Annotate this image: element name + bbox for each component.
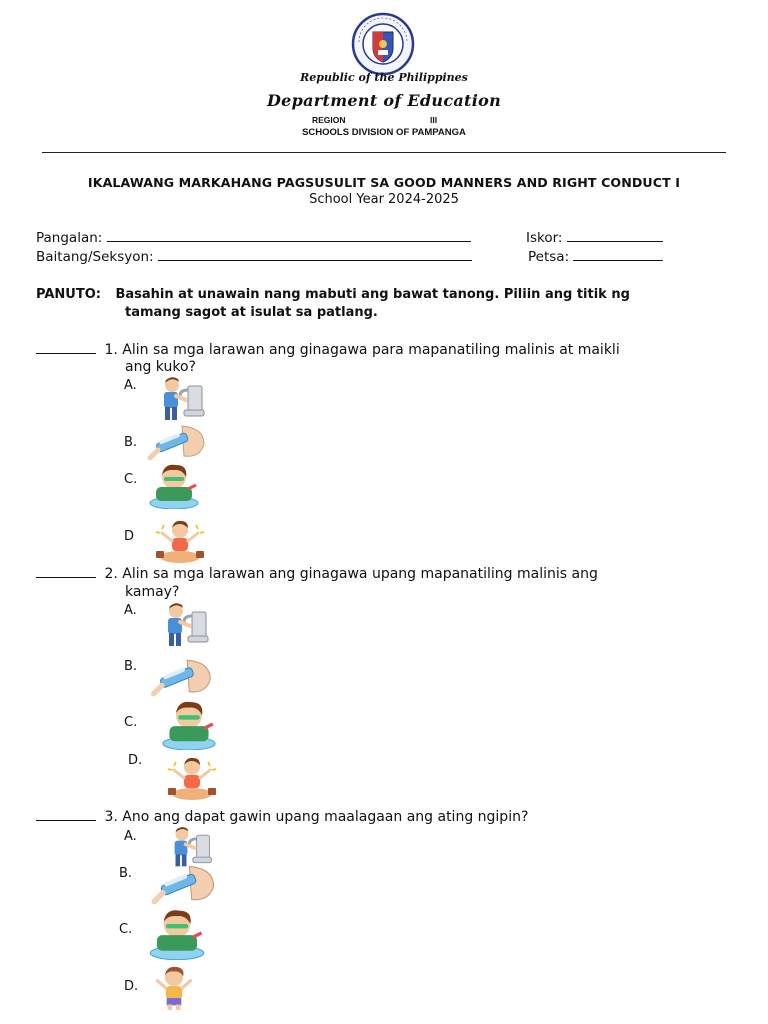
republic-heading: Republic of the Philippines (300, 71, 468, 84)
q2-option-b-letter: B. (124, 659, 138, 674)
q2-option-c-letter: C. (124, 715, 138, 730)
name-label: Pangalan: (36, 230, 103, 246)
division-heading: SCHOOLS DIVISION OF PAMPANGA (302, 127, 466, 138)
question-2-text: Alin sa mga larawan ang ginagawa upang mapanatiling malinis ang (122, 566, 598, 582)
answer-blank-3[interactable] (36, 809, 96, 821)
q1-option-a-letter: A. (124, 378, 137, 393)
q3-option-a-letter: A. (124, 829, 137, 844)
score-line[interactable] (567, 230, 663, 242)
question-2 (36, 566, 598, 582)
section-field[interactable] (36, 249, 472, 265)
seal-text (0, 0, 1, 1)
instructions (36, 287, 630, 302)
answer-blank-1[interactable] (36, 342, 96, 354)
region-number: III (430, 115, 438, 125)
deped-seal-icon (345, 12, 421, 76)
q3-option-b-letter: B. (119, 866, 133, 881)
instructions-line1: Basahin at unawain nang mabuti ang bawat tanong. Piliin ang titik ng (115, 287, 630, 302)
name-line[interactable] (107, 230, 471, 242)
date-line[interactable] (573, 249, 663, 261)
date-label: Petsa: (528, 249, 570, 265)
question-3-text: Ano ang dapat gawin upang maalagaan ang ating ngipin? (122, 809, 529, 825)
q3-option-d-boy-waving-image[interactable] (152, 962, 196, 1014)
q3-option-c-letter: C. (119, 922, 133, 937)
q1-option-d-child-sitting-image[interactable] (152, 519, 208, 563)
q1-option-b-letter: B. (124, 435, 138, 450)
q1-option-a-washing-hands-image[interactable] (158, 376, 208, 424)
section-label: Baitang/Seksyon: (36, 249, 154, 265)
q1-option-b-nail-clipper-image[interactable] (146, 422, 210, 462)
name-field[interactable] (36, 230, 471, 246)
q3-option-d-letter: D. (124, 979, 139, 994)
q3-option-c-brushing-teeth-image[interactable] (148, 908, 206, 960)
question-1-number: 1. (104, 342, 118, 358)
q2-option-c-brushing-teeth-image[interactable] (160, 700, 218, 750)
date-field[interactable] (528, 249, 663, 265)
score-field[interactable] (526, 230, 663, 246)
header-divider (42, 152, 726, 153)
section-line[interactable] (158, 249, 472, 261)
answer-blank-2[interactable] (36, 566, 96, 578)
instructions-line2: tamang sagot at isulat sa patlang. (125, 305, 378, 320)
q1-option-c-letter: C. (124, 472, 138, 487)
instructions-label: PANUTO: (36, 287, 101, 302)
q2-option-d-letter: D. (128, 753, 143, 768)
department-heading: Department of Education (266, 91, 502, 110)
question-2-text-cont: kamay? (125, 584, 180, 600)
region-label: REGION (312, 115, 346, 125)
question-1 (36, 342, 620, 358)
question-1-text-cont: ang kuko? (125, 359, 196, 375)
question-3-number: 3. (104, 809, 118, 825)
exam-title: IKALAWANG MARKAHANG PAGSUSULIT SA GOOD MANNERS AND RIGHT CONDUCT I (87, 175, 681, 190)
q2-option-a-washing-hands-image[interactable] (162, 602, 212, 650)
q2-option-d-child-sitting-image[interactable] (164, 756, 220, 800)
q1-option-c-brushing-teeth-image[interactable] (146, 463, 202, 509)
question-1-text: Alin sa mga larawan ang ginagawa para mapanatiling malinis at maikli (122, 342, 620, 358)
question-3 (36, 809, 528, 825)
q2-option-a-letter: A. (124, 603, 137, 618)
q1-option-d-letter: D (124, 529, 135, 544)
question-2-number: 2. (104, 566, 118, 582)
q3-option-b-nail-clipper-image[interactable] (150, 862, 220, 906)
q2-option-b-nail-clipper-image[interactable] (150, 656, 216, 698)
score-label: Iskor: (526, 230, 563, 246)
school-year: School Year 2024-2025 (309, 192, 459, 207)
